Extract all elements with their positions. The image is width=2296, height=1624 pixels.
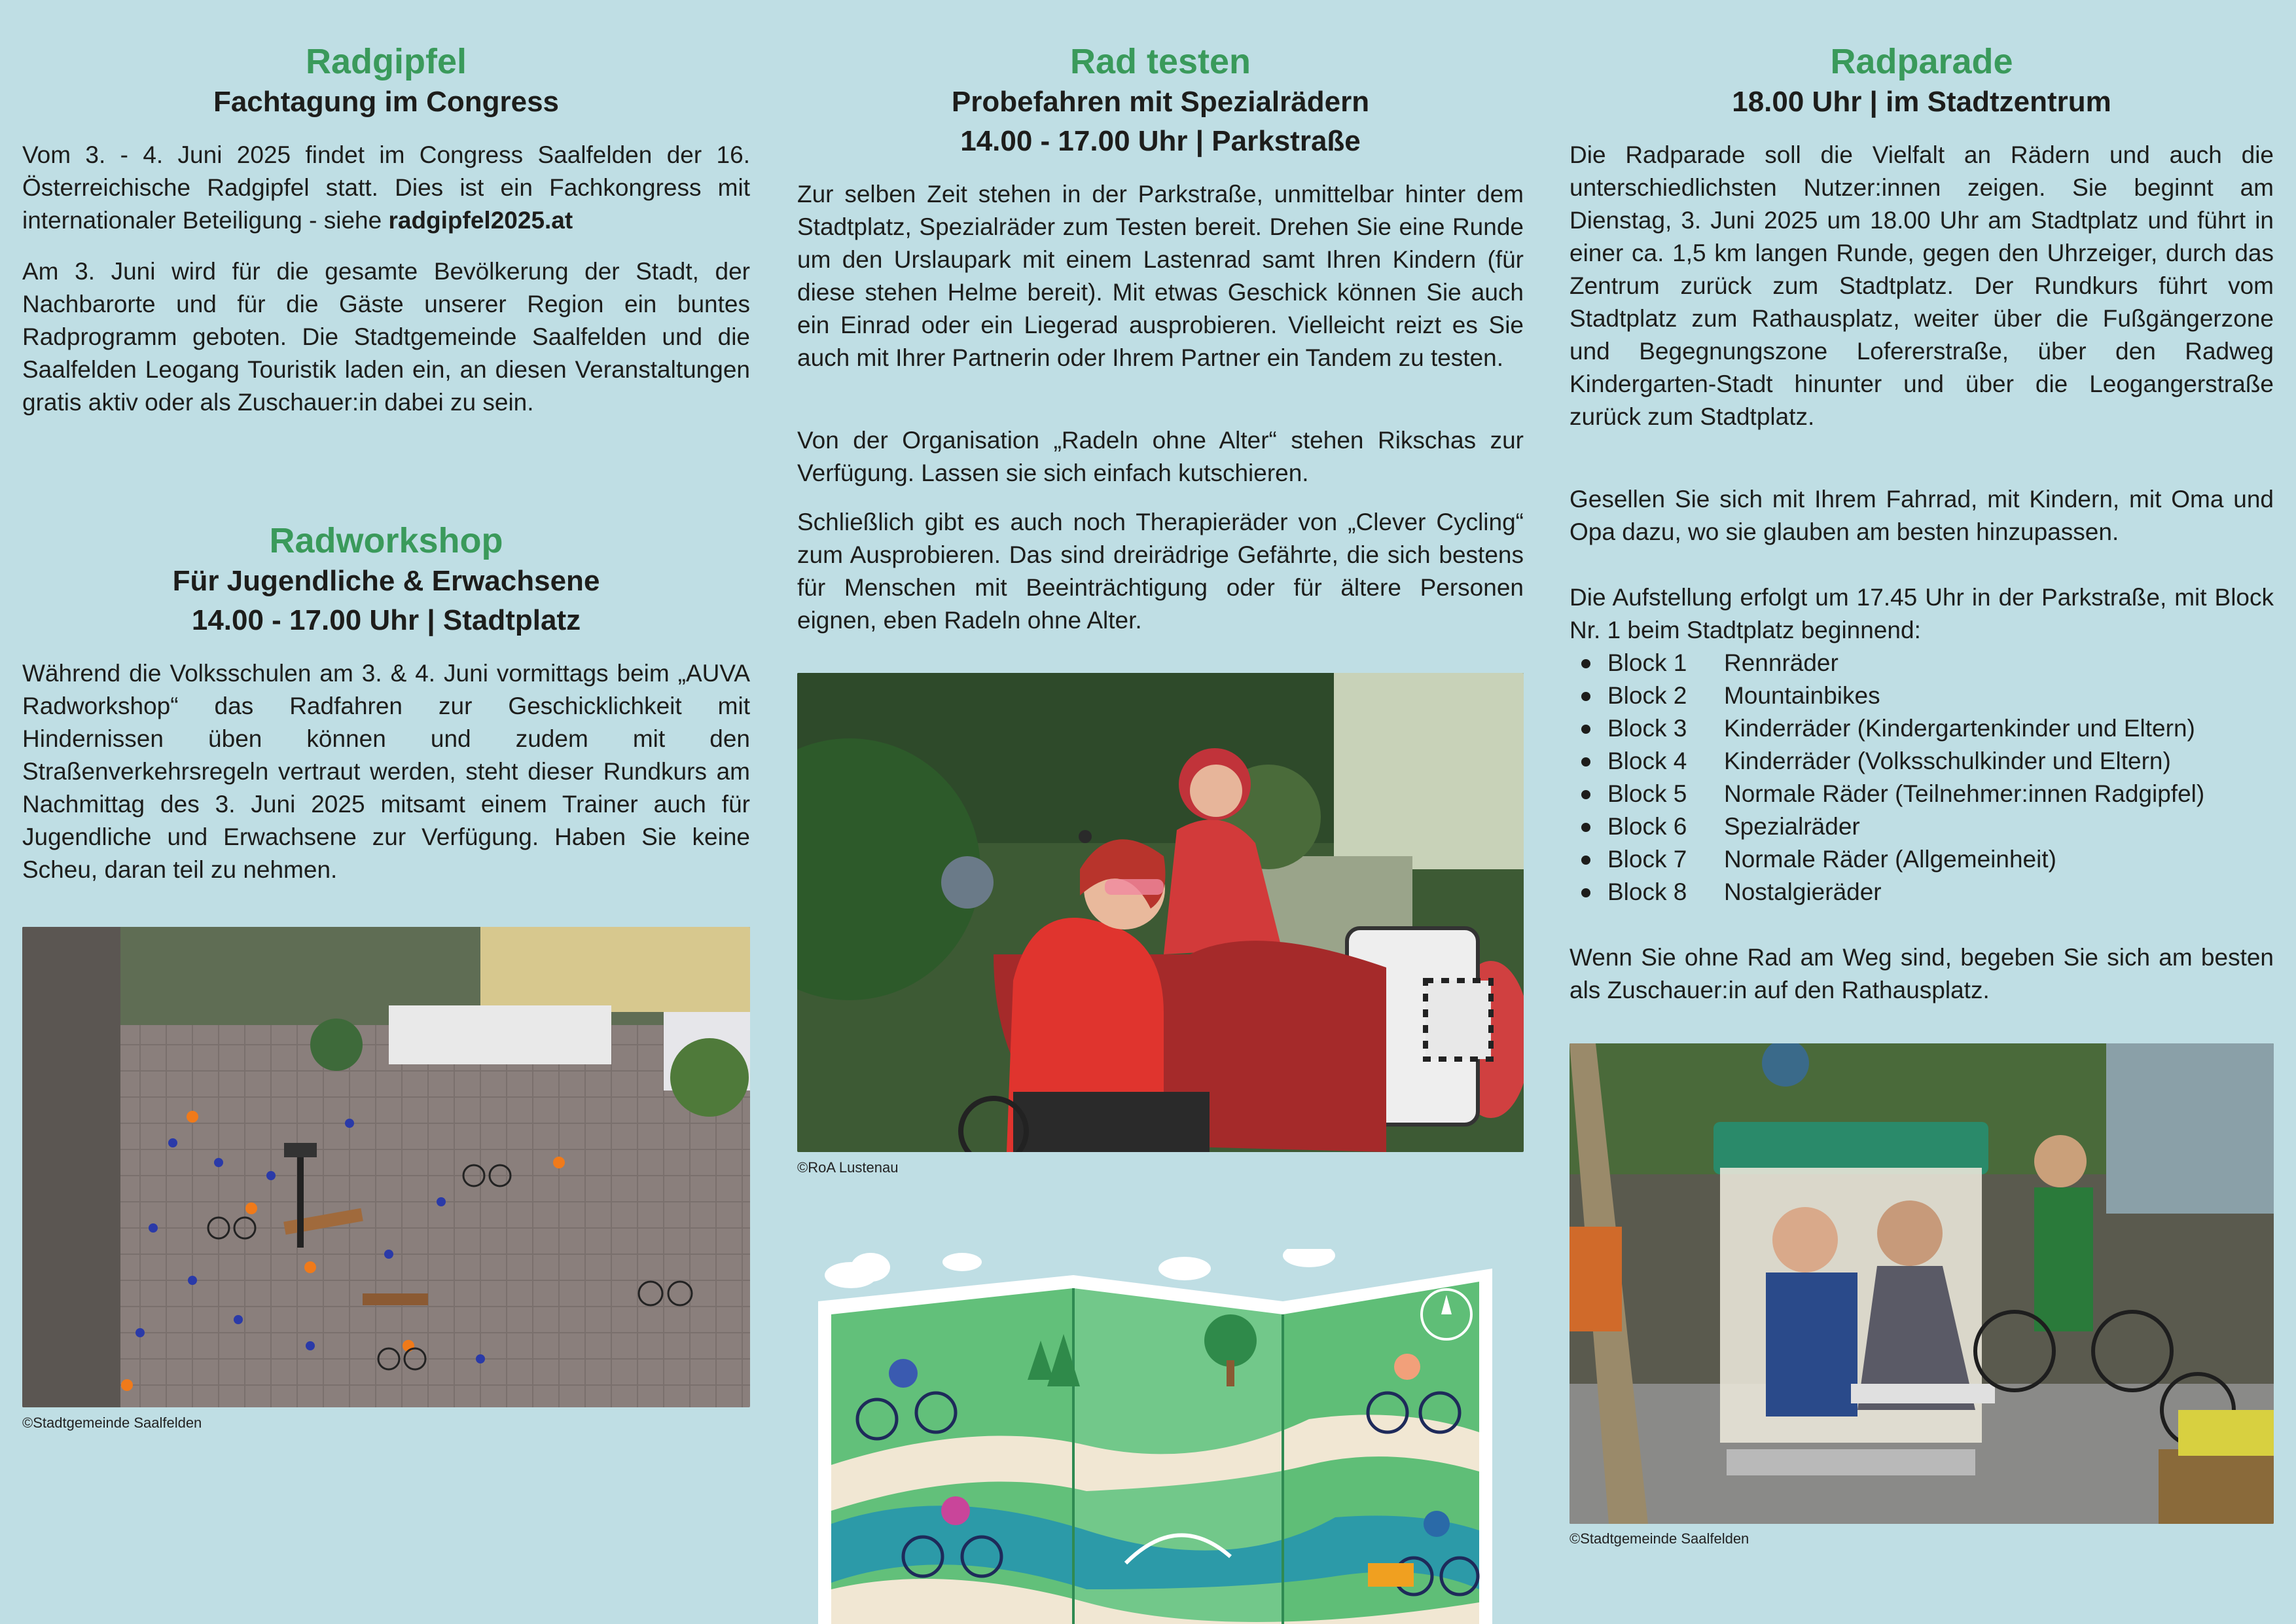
list-item-block-5: Block 5 Normale Räder (Teilnehmer:innen Radgipfel) — [1570, 778, 2274, 810]
rikscha-illustration — [797, 673, 1524, 1152]
section-subtitle-time-parkstrasse: 14.00 - 17.00 Uhr | Parkstraße — [960, 125, 1361, 157]
list-item-block-1: Block 1 Rennräder — [1570, 647, 2274, 679]
section-subtitle-probefahren: Probefahren mit Spezialrädern — [951, 86, 1370, 118]
list-item-block-7: Block 7 Normale Räder (Allgemeinheit) — [1570, 843, 2274, 876]
section-subtitle-audience: Für Jugendliche & Erwachsene — [172, 565, 600, 597]
list-item-block-3: Block 3 Kinderräder (Kindergartenkinder und Eltern) — [1570, 712, 2274, 745]
radparade-illustration — [1570, 1043, 2274, 1524]
photo-caption-radworkshop: ©Stadtgemeinde Saalfelden — [22, 1415, 202, 1431]
paragraph-aufstellung: Die Aufstellung erfolgt um 17.45 Uhr in der Parkstraße, mit Block Nr. 1 beim Stadtplatz beginnend: — [1570, 584, 2274, 643]
paragraph-rikschas: Von der Organisation „Radeln ohne Alter“ stehen Rikschas zur Verfügung. Lassen sie sich einfach kutschieren. — [797, 427, 1524, 486]
paragraph-gesellen: Gesellen Sie sich mit Ihrem Fahrrad, mit Kindern, mit Oma und Opa dazu, wo sie glauben am besten hinzupassen. — [1570, 486, 2274, 545]
section-title-rad-testen: Rad testen — [1069, 42, 1251, 81]
paragraph-radparade: Die Radparade soll die Vielfalt an Rädern und auch die unterschiedlichsten Nutzer:innen zeigen. Sie beginnt am Dienstag, 3. Juni 2025 um 18.00 Uhr am Stadtplatz und führt in einer ca. 1,5 km langen Runde, gegen den Uhrzeiger, durch das Zentrum zurück zum Stadtplatz. Der Rundkurs führt vom Stadtplatz zum Rathausplatz, weiter über die Fußgängerzone und Begegnungszone Lofererstraße, über den Radweg Kindergarten-Stadt hinunter und über die Leogangerstraße zurück zum Stadtplatz. — [1570, 141, 2274, 430]
paragraph-radprogramm: Am 3. Juni wird für die gesamte Bevölkerung der Stadt, der Nachbarorte und für die Gäste unserer Region ein buntes Radprogramm geboten. Die Stadtgemeinde Saalfelden und die Saalfelden Leogang Touristik laden ein, an diesen Veranstaltungen gratis aktiv oder als Zuschauer:in dabei zu sein. — [22, 258, 750, 416]
paragraph-therapieraeder: Schließlich gibt es auch noch Therapieräder von „Clever Cycling“ zum Ausprobieren. Das sind dreirädrige Gefährte, die sich bestens für Menschen mit Beeinträchtigung oder für ältere Personen eignen, eben Radeln ohne Alter. — [797, 509, 1524, 634]
photo-radworkshop — [22, 927, 750, 1407]
map-graphic — [812, 1249, 1507, 1624]
section-subtitle-fachtagung: Fachtagung im Congress — [213, 86, 560, 118]
photo-caption-radparade: ©Stadtgemeinde Saalfelden — [1570, 1530, 1749, 1547]
block-list — [1570, 647, 2274, 909]
photo-radparade — [1570, 1043, 2274, 1524]
section-subtitle-stadtzentrum: 18.00 Uhr | im Stadtzentrum — [1732, 86, 2111, 118]
photo-caption-rikscha: ©RoA Lustenau — [797, 1159, 899, 1176]
paragraph-spezialraeder: Zur selben Zeit stehen in der Parkstraße, unmittelbar hinter dem Stadtplatz, Spezialräder zum Testen bereit. Drehen Sie eine Runde um den Urslaupark mit einem Lastenrad samt Ihren Kindern (für diese stehen Helme bereit). Mit etwas Geschick können Sie auch ein Einrad oder ein Liegerad ausprobieren. Vielleicht reizt es Sie auch mit Ihrer Partnerin oder Ihrem Partner ein Tandem zu testen. — [797, 181, 1524, 371]
list-item-block-8: Block 8 Nostalgieräder — [1570, 876, 2274, 909]
list-item-block-2: Block 2 Mountainbikes — [1570, 679, 2274, 712]
paragraph-zuschauer: Wenn Sie ohne Rad am Weg sind, begeben Sie sich am besten als Zuschauer:in auf den Rathausplatz. — [1570, 944, 2274, 1003]
section-title-radgipfel: Radgipfel — [305, 42, 467, 81]
radgipfel-link[interactable]: radgipfel2025.at — [388, 207, 573, 234]
paragraph-radworkshop: Während die Volksschulen am 3. & 4. Juni vormittags beim „AUVA Radworkshop“ das Radfahren zur Geschicklichkeit mit Hindernissen üben können und zudem mit den Straßenverkehrsregeln vertraut werden, steht dieser Rundkurs am Nachmittag des 3. Juni 2025 mitsamt einem Trainer auch für Jugendliche und Erwachsene zur Verfügung. Haben Sie keine Scheu, daran teil zu nehmen. — [22, 660, 750, 883]
list-item-block-6: Block 6 Spezialräder — [1570, 810, 2274, 843]
section-subtitle-time-place: 14.00 - 17.00 Uhr | Stadtplatz — [191, 604, 581, 636]
radworkshop-illustration — [22, 927, 750, 1407]
list-item-block-4: Block 4 Kinderräder (Volksschulkinder und Eltern) — [1570, 745, 2274, 778]
photo-rikscha — [797, 673, 1524, 1152]
cycling-map-illustration — [812, 1249, 1507, 1624]
section-title-radparade: Radparade — [1830, 42, 2013, 81]
paragraph-radgipfel-intro: Vom 3. - 4. Juni 2025 findet im Congress Saalfelden der 16. Österreichische Radgipfel statt. Dies ist ein Fachkongress mit internationaler Beteiligung - siehe radgipfel2025.at — [22, 141, 750, 234]
section-title-radworkshop: Radworkshop — [269, 521, 503, 560]
